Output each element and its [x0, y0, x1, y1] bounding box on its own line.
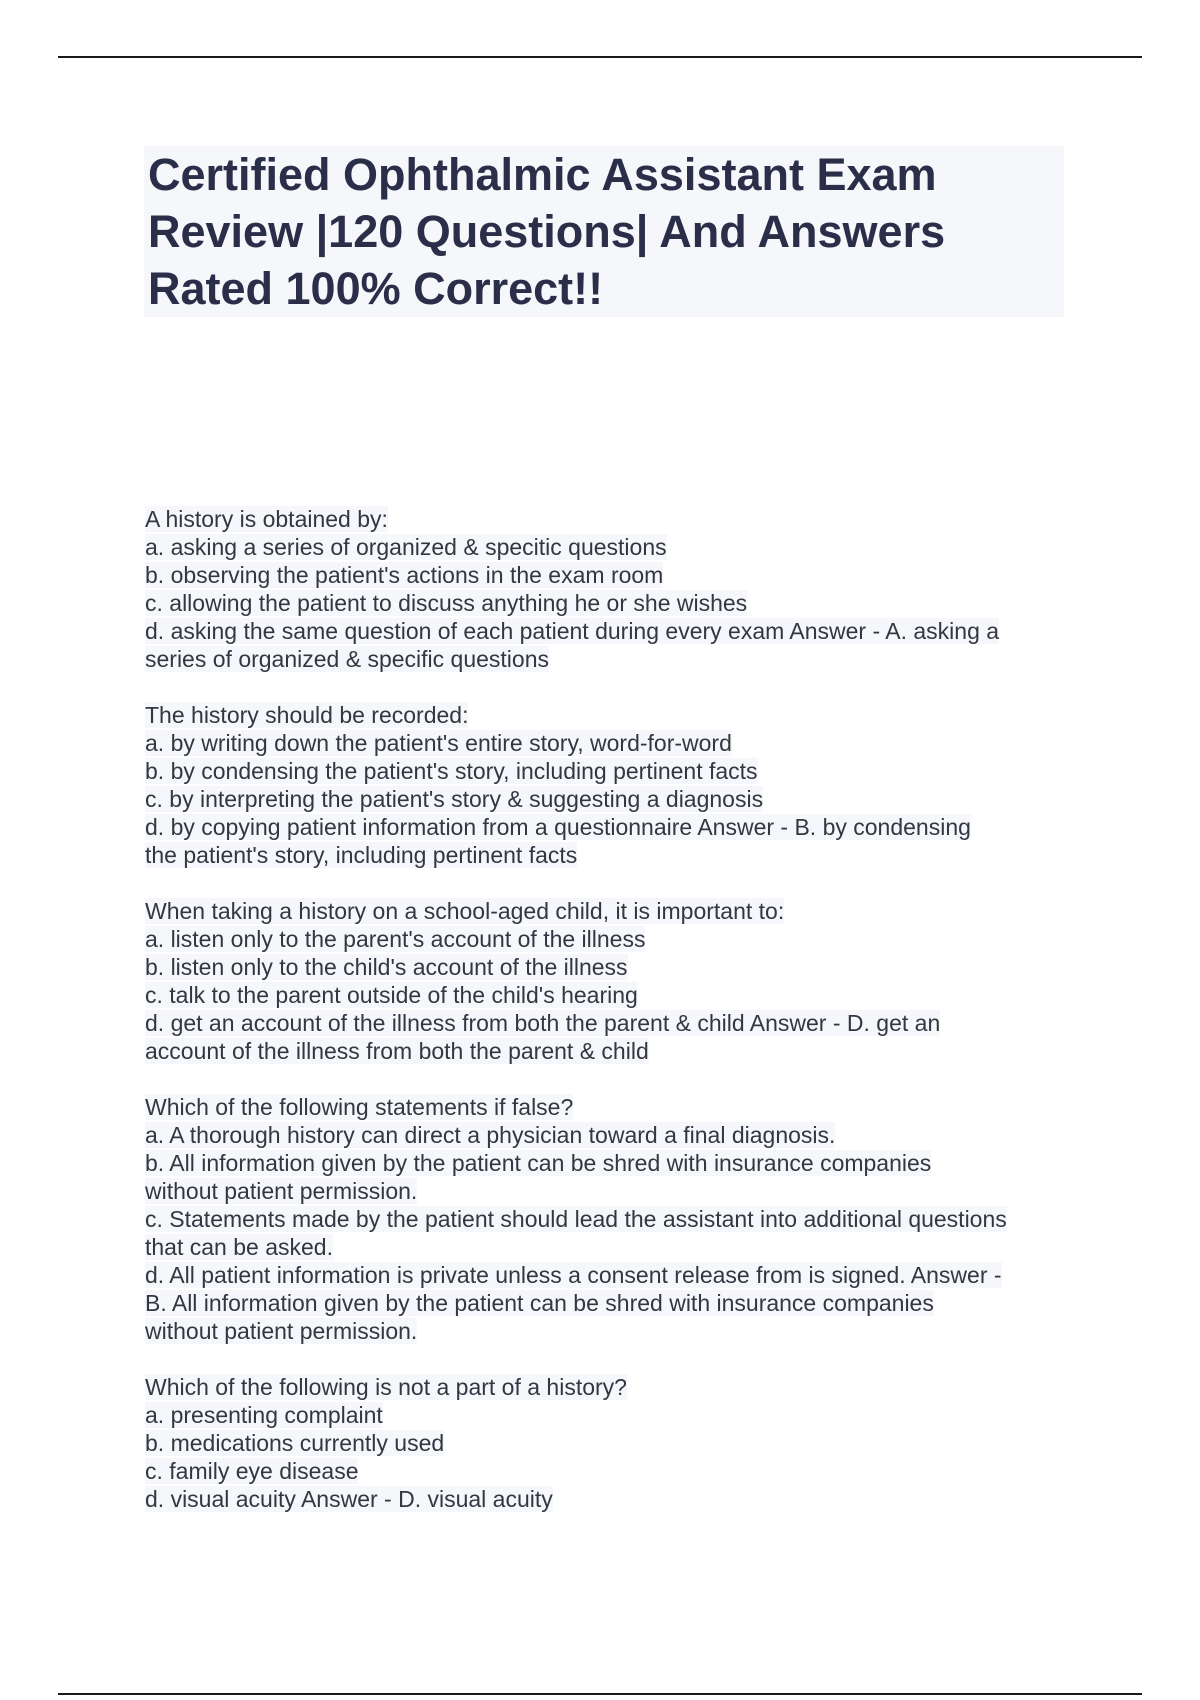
question-text — [145, 701, 1075, 729]
line-text: c. by interpreting the patient's story & suggesting a diagnosis — [145, 786, 764, 812]
line-text: d. asking the same question of each patient during every exam Answer - A. asking a — [145, 618, 1000, 644]
answer-option-line — [145, 981, 1075, 1009]
line-text: d. by copying patient information from a questionnaire Answer - B. by condensing — [145, 814, 971, 840]
answer-option-line — [145, 1429, 1075, 1457]
bottom-rule — [58, 1693, 1142, 1695]
answer-option-line — [145, 1317, 1075, 1345]
answer-option-line — [145, 1485, 1075, 1513]
title-line: Rated 100% Correct!! — [148, 263, 604, 314]
line-text: c. Statements made by the patient should lead the assistant into additional questions — [145, 1206, 1007, 1232]
line-text: Which of the following statements if false? — [145, 1094, 574, 1120]
answer-option-line — [145, 1177, 1075, 1205]
question-item — [145, 505, 1075, 673]
top-rule — [58, 56, 1142, 58]
answer-option-line — [145, 1205, 1075, 1233]
line-text: c. talk to the parent outside of the child's hearing — [145, 982, 638, 1008]
line-text: the patient's story, including pertinent facts — [145, 842, 578, 868]
answer-option-line — [145, 757, 1075, 785]
line-text: The history should be recorded: — [145, 702, 469, 728]
line-text: d. All patient information is private unless a consent release from is signed. Answer - — [145, 1262, 1002, 1288]
line-text: b. by condensing the patient's story, including pertinent facts — [145, 758, 758, 784]
document-title — [144, 146, 1064, 317]
line-text: c. allowing the patient to discuss anything he or she wishes — [145, 590, 748, 616]
answer-option-line — [145, 1149, 1075, 1177]
answer-option-line — [145, 589, 1075, 617]
answer-option-line — [145, 1121, 1075, 1149]
question-text — [145, 505, 1075, 533]
line-text: that can be asked. — [145, 1234, 333, 1260]
line-text: a. listen only to the parent's account of the illness — [145, 926, 646, 952]
question-item — [145, 897, 1075, 1065]
line-text: a. presenting complaint — [145, 1402, 383, 1428]
answer-option-line — [145, 925, 1075, 953]
answer-option-line — [145, 561, 1075, 589]
answer-option-line — [145, 1401, 1075, 1429]
line-text: b. listen only to the child's account of the illness — [145, 954, 628, 980]
answer-option-line — [145, 1037, 1075, 1065]
question-text — [145, 1093, 1075, 1121]
answer-option-line — [145, 617, 1075, 645]
question-text — [145, 897, 1075, 925]
question-list — [145, 505, 1075, 1541]
line-text: a. A thorough history can direct a physician toward a final diagnosis. — [145, 1122, 836, 1148]
answer-option-line — [145, 785, 1075, 813]
line-text: a. by writing down the patient's entire story, word-for-word — [145, 730, 732, 756]
line-text: d. get an account of the illness from both the parent & child Answer - D. get an — [145, 1010, 941, 1036]
line-text: b. observing the patient's actions in the exam room — [145, 562, 664, 588]
answer-option-line — [145, 813, 1075, 841]
answer-option-line — [145, 533, 1075, 561]
line-text: series of organized & specific questions — [145, 646, 549, 672]
answer-option-line — [145, 645, 1075, 673]
question-item — [145, 1373, 1075, 1513]
answer-option-line — [145, 1289, 1075, 1317]
line-text: b. medications currently used — [145, 1430, 445, 1456]
line-text: without patient permission. — [145, 1318, 418, 1344]
title-line: Certified Ophthalmic Assistant Exam — [148, 149, 937, 200]
line-text: d. visual acuity Answer - D. visual acuity — [145, 1486, 553, 1512]
line-text: b. All information given by the patient can be shred with insurance companies — [145, 1150, 932, 1176]
answer-option-line — [145, 729, 1075, 757]
question-item — [145, 701, 1075, 869]
line-text: without patient permission. — [145, 1178, 418, 1204]
answer-option-line — [145, 1009, 1075, 1037]
line-text: B. All information given by the patient can be shred with insurance companies — [145, 1290, 934, 1316]
line-text: c. family eye disease — [145, 1458, 359, 1484]
question-text — [145, 1373, 1075, 1401]
answer-option-line — [145, 1233, 1075, 1261]
line-text: Which of the following is not a part of a history? — [145, 1374, 627, 1400]
answer-option-line — [145, 953, 1075, 981]
line-text: When taking a history on a school-aged child, it is important to: — [145, 898, 785, 924]
line-text: a. asking a series of organized & specitic questions — [145, 534, 667, 560]
answer-option-line — [145, 841, 1075, 869]
line-text: account of the illness from both the parent & child — [145, 1038, 649, 1064]
question-item — [145, 1093, 1075, 1345]
answer-option-line — [145, 1457, 1075, 1485]
line-text: A history is obtained by: — [145, 506, 388, 532]
answer-option-line — [145, 1261, 1075, 1289]
title-line: Review |120 Questions| And Answers — [148, 206, 946, 257]
